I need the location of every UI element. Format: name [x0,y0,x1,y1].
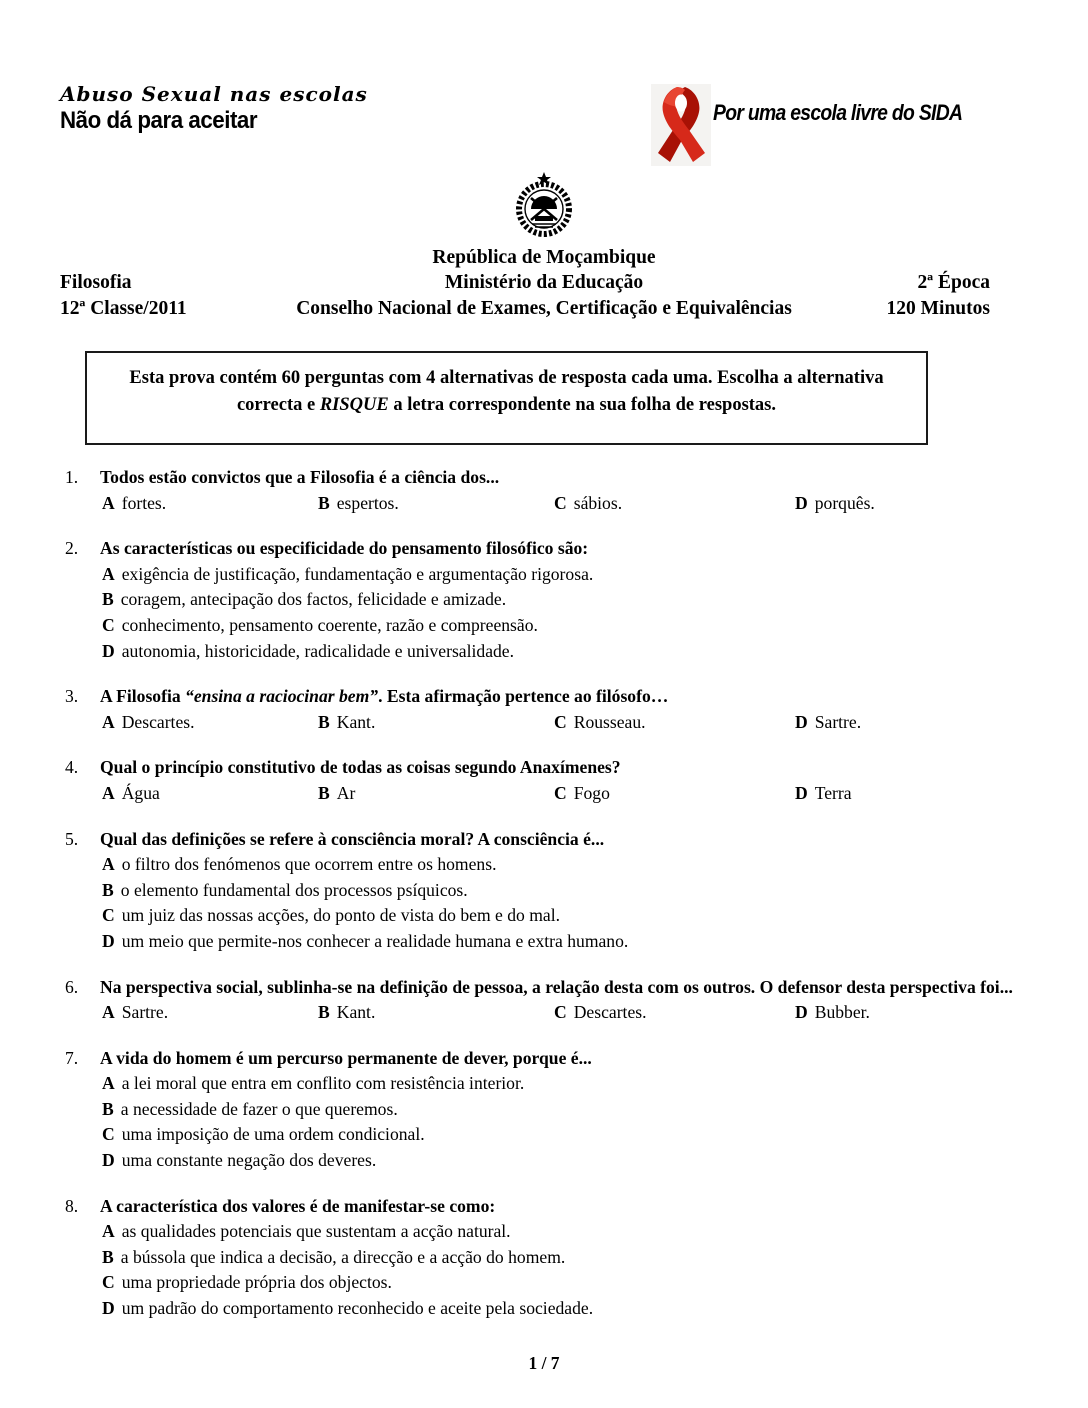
option-text: porquês. [814,492,875,513]
option-C [102,1122,1028,1148]
question-2 [60,536,1028,664]
option-C [554,781,795,807]
option-C [102,1270,1028,1296]
question-text-segment: A característica dos valores é de manifestar-se como: [100,1195,496,1216]
option-text: um meio que permite-nos conhecer a realidade humana e extra humano. [121,930,629,951]
option-letter: D [102,930,115,951]
option-D [102,1148,1028,1174]
options [102,852,1028,954]
option-D [795,1000,1028,1026]
option-text: Descartes. [573,1002,647,1023]
question-number: 3. [65,686,79,707]
subject-label: Filosofia [60,272,132,293]
option-A [102,1219,1028,1245]
option-letter: C [102,1272,115,1293]
option-text: sábios. [573,492,623,513]
option-C [102,613,1028,639]
option-text: Água [121,782,160,803]
option-text: Kant. [336,711,376,732]
question-text-segment: Todos estão convictos que a Filosofia é a ciência dos... [100,467,500,487]
gov-header [60,172,1028,321]
red-ribbon-icon [651,84,711,166]
option-B [102,878,1028,904]
option-B [102,1097,1028,1123]
option-text: o elemento fundamental dos processos psíquicos. [120,879,468,900]
option-text: Bubber. [814,1002,870,1023]
option-letter: A [102,782,115,803]
options [102,1071,1028,1173]
option-C [554,1000,795,1026]
options [102,562,1028,664]
option-letter: B [102,589,114,610]
question-text-segment: A Filosofia [100,686,186,707]
option-text: Kant. [336,1002,376,1023]
option-D [102,1296,1028,1322]
options [102,710,1028,736]
options [102,1219,1028,1321]
option-letter: D [795,711,808,732]
sida-slogan: Por uma escola livre do SIDA [712,100,963,125]
top-banner [60,0,1028,166]
option-text: exigência de justificação, fundamentação e argumentação rigorosa. [121,563,594,584]
options [102,781,1028,807]
option-text: a bússola que indica a decisão, a direcção e a acção do homem. [120,1246,566,1267]
question-number: 6. [65,976,79,997]
option-text: Fogo [573,782,610,803]
question-text [100,1194,1028,1220]
option-text: fortes. [121,492,167,513]
option-letter: D [102,1150,115,1171]
option-text: uma imposição de uma ordem condicional. [121,1124,425,1145]
question-1 [60,465,1028,516]
question-text-segment: Qual o princípio constitutivo de todas as coisas segundo Anaxímenes? [100,757,621,778]
option-letter: B [318,492,330,513]
option-text: um juiz das nossas acções, do ponto de vista do bem e do mal. [121,905,561,926]
question-head [60,975,1028,1001]
option-C [554,491,795,517]
question-8 [60,1194,1028,1322]
option-letter: B [102,1098,114,1119]
question-3 [60,684,1028,735]
option-letter: A [102,711,115,732]
questions-list [60,465,1028,1322]
council-label: Conselho Nacional de Exames, Certificação e Equivalências [296,297,792,319]
question-text [100,684,1028,710]
option-letter: C [102,1124,115,1145]
option-text: as qualidades potenciais que sustentam a acção natural. [121,1221,511,1242]
republic-title: República de Moçambique [432,247,656,268]
option-B [318,710,554,736]
question-text [100,465,1028,491]
question-text [100,827,1028,853]
option-letter: C [102,614,115,635]
option-D [795,781,1028,807]
question-head [60,536,1028,562]
question-4 [60,755,1028,806]
option-letter: C [554,492,567,513]
question-text-segment: Qual das definições se refere à consciência moral? A consciência é... [100,828,605,849]
option-B [318,491,554,517]
option-letter: C [554,782,567,803]
question-text [100,536,1028,562]
option-A [102,562,1028,588]
option-letter: C [102,905,115,926]
question-text [100,755,1028,781]
instructions-box [85,351,928,445]
option-letter: A [102,1221,115,1242]
page-number: 1 / 7 [528,1353,560,1373]
options [102,1000,1028,1026]
question-number: 1. [65,467,79,487]
question-head [60,827,1028,853]
option-text: Terra [814,782,852,803]
instructions-text-2: a letra correspondente na sua folha de respostas. [388,394,777,415]
option-letter: B [318,1002,330,1023]
option-letter: C [554,1002,567,1023]
question-text [100,975,1028,1001]
campaign-block [60,82,368,135]
campaign-slogan-script: Abuso Sexual nas escolas [60,82,368,106]
option-letter: B [102,1246,114,1267]
option-D [102,929,1028,955]
option-D [795,491,1028,517]
option-A [102,852,1028,878]
option-text: Rousseau. [573,711,646,732]
option-D [102,639,1028,665]
question-text [100,1046,1028,1072]
option-A [102,710,318,736]
question-head [60,1194,1028,1220]
option-text: autonomia, historicidade, radicalidade e universalidade. [121,640,515,661]
sida-campaign-block [651,84,996,166]
page-footer [0,1353,1088,1374]
option-text: coragem, antecipação dos factos, felicidade e amizade. [120,589,507,610]
option-B [102,587,1028,613]
option-letter: B [318,711,330,732]
question-head [60,684,1028,710]
question-head [60,1046,1028,1072]
option-letter: B [318,782,330,803]
option-D [795,710,1028,736]
duration-label: 120 Minutos [886,297,990,319]
question-head [60,465,1028,491]
instructions-text-1: Esta prova contém 60 perguntas com 4 alternativas de resposta cada uma. Escolha a alternativa correcta e [129,368,884,415]
question-text-segment: A vida do homem é um percurso permanente de dever, porque é... [100,1047,592,1068]
option-text: uma constante negação dos deveres. [121,1150,377,1171]
option-text: Sartre. [814,711,862,732]
ministry-label: Ministério da Educação [444,272,644,293]
option-letter: D [795,782,808,803]
option-C [102,903,1028,929]
question-number: 5. [65,828,79,849]
option-letter: C [554,711,567,732]
option-C [554,710,795,736]
campaign-slogan-bold: Não dá para aceitar [60,107,258,134]
option-letter: A [102,492,115,513]
epoch-label: 2ª Época [917,272,990,293]
question-6 [60,975,1028,1026]
option-letter: A [102,854,115,875]
option-text: espertos. [336,492,399,513]
question-number: 8. [65,1195,79,1216]
options [102,491,1028,517]
question-7 [60,1046,1028,1174]
option-text: a necessidade de fazer o que queremos. [120,1098,398,1119]
mozambique-emblem-icon [513,172,575,238]
question-number: 7. [65,1047,79,1068]
question-text-segment: . Esta afirmação pertence ao filósofo… [378,686,669,707]
question-number: 2. [65,538,79,559]
option-text: Descartes. [121,711,195,732]
class-year-label: 12ª Classe/2011 [60,297,187,319]
question-text-segment: Na perspectiva social, sublinha-se na definição de pessoa, a relação desta com os outros. O defensor desta perspectiva foi... [100,976,1013,997]
option-text: Sartre. [121,1002,169,1023]
option-B [318,1000,554,1026]
option-letter: D [102,640,115,661]
option-A [102,1000,318,1026]
option-text: a lei moral que entra em conflito com resistência interior. [121,1073,525,1094]
option-letter: B [102,879,114,900]
question-5 [60,827,1028,955]
instructions-emphasis: RISQUE [319,394,389,415]
option-B [102,1245,1028,1271]
question-text-segment: As características ou especificidade do pensamento filosófico são: [100,538,589,559]
option-text: Ar [336,782,356,803]
option-letter: A [102,1073,115,1094]
option-text: um padrão do comportamento reconhecido e aceite pela sociedade. [121,1298,594,1319]
option-text: uma propriedade própria dos objectos. [121,1272,392,1293]
option-A [102,781,318,807]
option-A [102,491,318,517]
option-letter: D [795,492,808,513]
question-head [60,755,1028,781]
option-letter: A [102,563,115,584]
question-text-italic-segment: “ensina a raciocinar bem” [185,686,379,707]
option-text: o filtro dos fenómenos que ocorrem entre os homens. [121,854,497,875]
option-letter: D [102,1298,115,1319]
option-text: conhecimento, pensamento coerente, razão e compreensão. [121,614,538,635]
option-letter: A [102,1002,115,1023]
option-B [318,781,554,807]
exam-meta-grid [60,270,1028,321]
question-number: 4. [65,757,79,778]
option-A [102,1071,1028,1097]
option-letter: D [795,1002,808,1023]
